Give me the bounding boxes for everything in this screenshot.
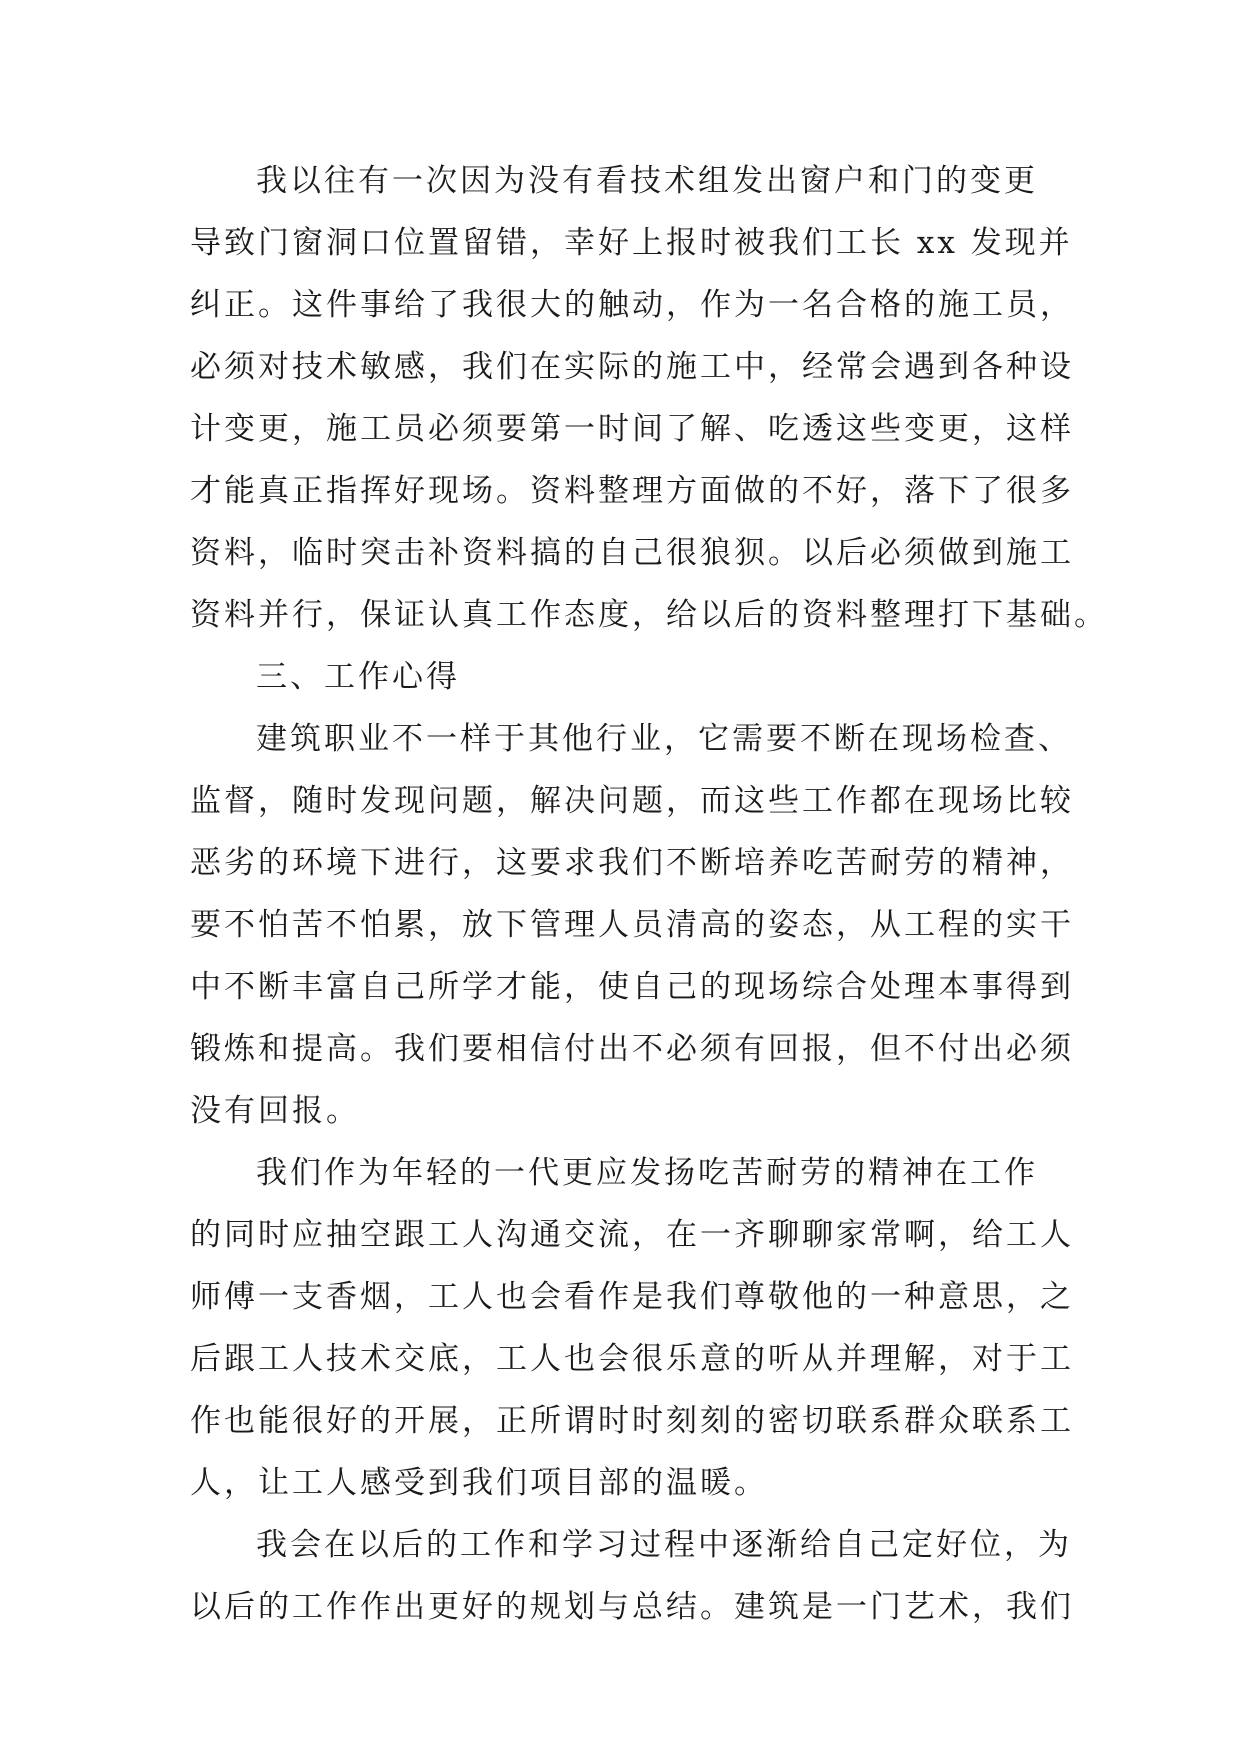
section-heading [190, 646, 1050, 708]
text-line: 我们作为年轻的一代更应发扬吃苦耐劳的精神在工作 [256, 1155, 1038, 1191]
text-line: 后跟工人技术交底，工人也会很乐意的听从并理解，对于工 [190, 1341, 1074, 1377]
text-line: 才能真正指挥好现场。资料整理方面做的不好，落下了很多 [190, 473, 1074, 509]
paragraph-1 [190, 150, 1108, 646]
text-line: 计变更，施工员必须要第一时间了解、吃透这些变更，这样 [190, 411, 1074, 447]
text-line: 人，让工人感受到我们项目部的温暖。 [190, 1465, 768, 1501]
text-line: 我会在以后的工作和学习过程中逐渐给自己定好位，为 [256, 1527, 1072, 1563]
text-line: 师傅一支香烟，工人也会看作是我们尊敬他的一种意思，之 [190, 1279, 1074, 1315]
text-line: 资料，临时突击补资料搞的自己很狼狈。以后必须做到施工 [190, 535, 1074, 571]
document-body [190, 150, 1108, 1638]
section-heading-text: 三、工作心得 [256, 659, 460, 695]
text-line: 资料并行，保证认真工作态度，给以后的资料整理打下基础。 [190, 597, 1108, 633]
text-line: 以后的工作作出更好的规划与总结。建筑是一门艺术，我们 [190, 1589, 1074, 1625]
text-line: 没有回报。 [190, 1093, 360, 1129]
text-line: 恶劣的环境下进行，这要求我们不断培养吃苦耐劳的精神， [190, 845, 1074, 881]
text-line: 中不断丰富自己所学才能，使自己的现场综合处理本事得到 [190, 969, 1074, 1005]
text-line: 的同时应抽空跟工人沟通交流，在一齐聊聊家常啊，给工人 [190, 1217, 1074, 1253]
text-line: 监督，随时发现问题，解决问题，而这些工作都在现场比较 [190, 783, 1074, 819]
paragraph-4 [190, 1514, 1074, 1638]
text-line: 锻炼和提高。我们要相信付出不必须有回报，但不付出必须 [190, 1031, 1074, 1067]
text-line: 纠正。这件事给了我很大的触动，作为一名合格的施工员， [190, 287, 1074, 323]
text-line: 我以往有一次因为没有看技术组发出窗户和门的变更 [256, 163, 1038, 199]
text-line: 必须对技术敏感，我们在实际的施工中，经常会遇到各种设 [190, 349, 1074, 385]
paragraph-3 [190, 1142, 1074, 1514]
text-line: 作也能很好的开展，正所谓时时刻刻的密切联系群众联系工 [190, 1403, 1074, 1439]
text-line: 建筑职业不一样于其他行业，它需要不断在现场检查、 [256, 721, 1072, 757]
text-line: 导致门窗洞口位置留错，幸好上报时被我们工长 xx 发现并 [190, 225, 1073, 261]
text-line: 要不怕苦不怕累，放下管理人员清高的姿态，从工程的实干 [190, 907, 1074, 943]
paragraph-2 [190, 708, 1074, 1142]
